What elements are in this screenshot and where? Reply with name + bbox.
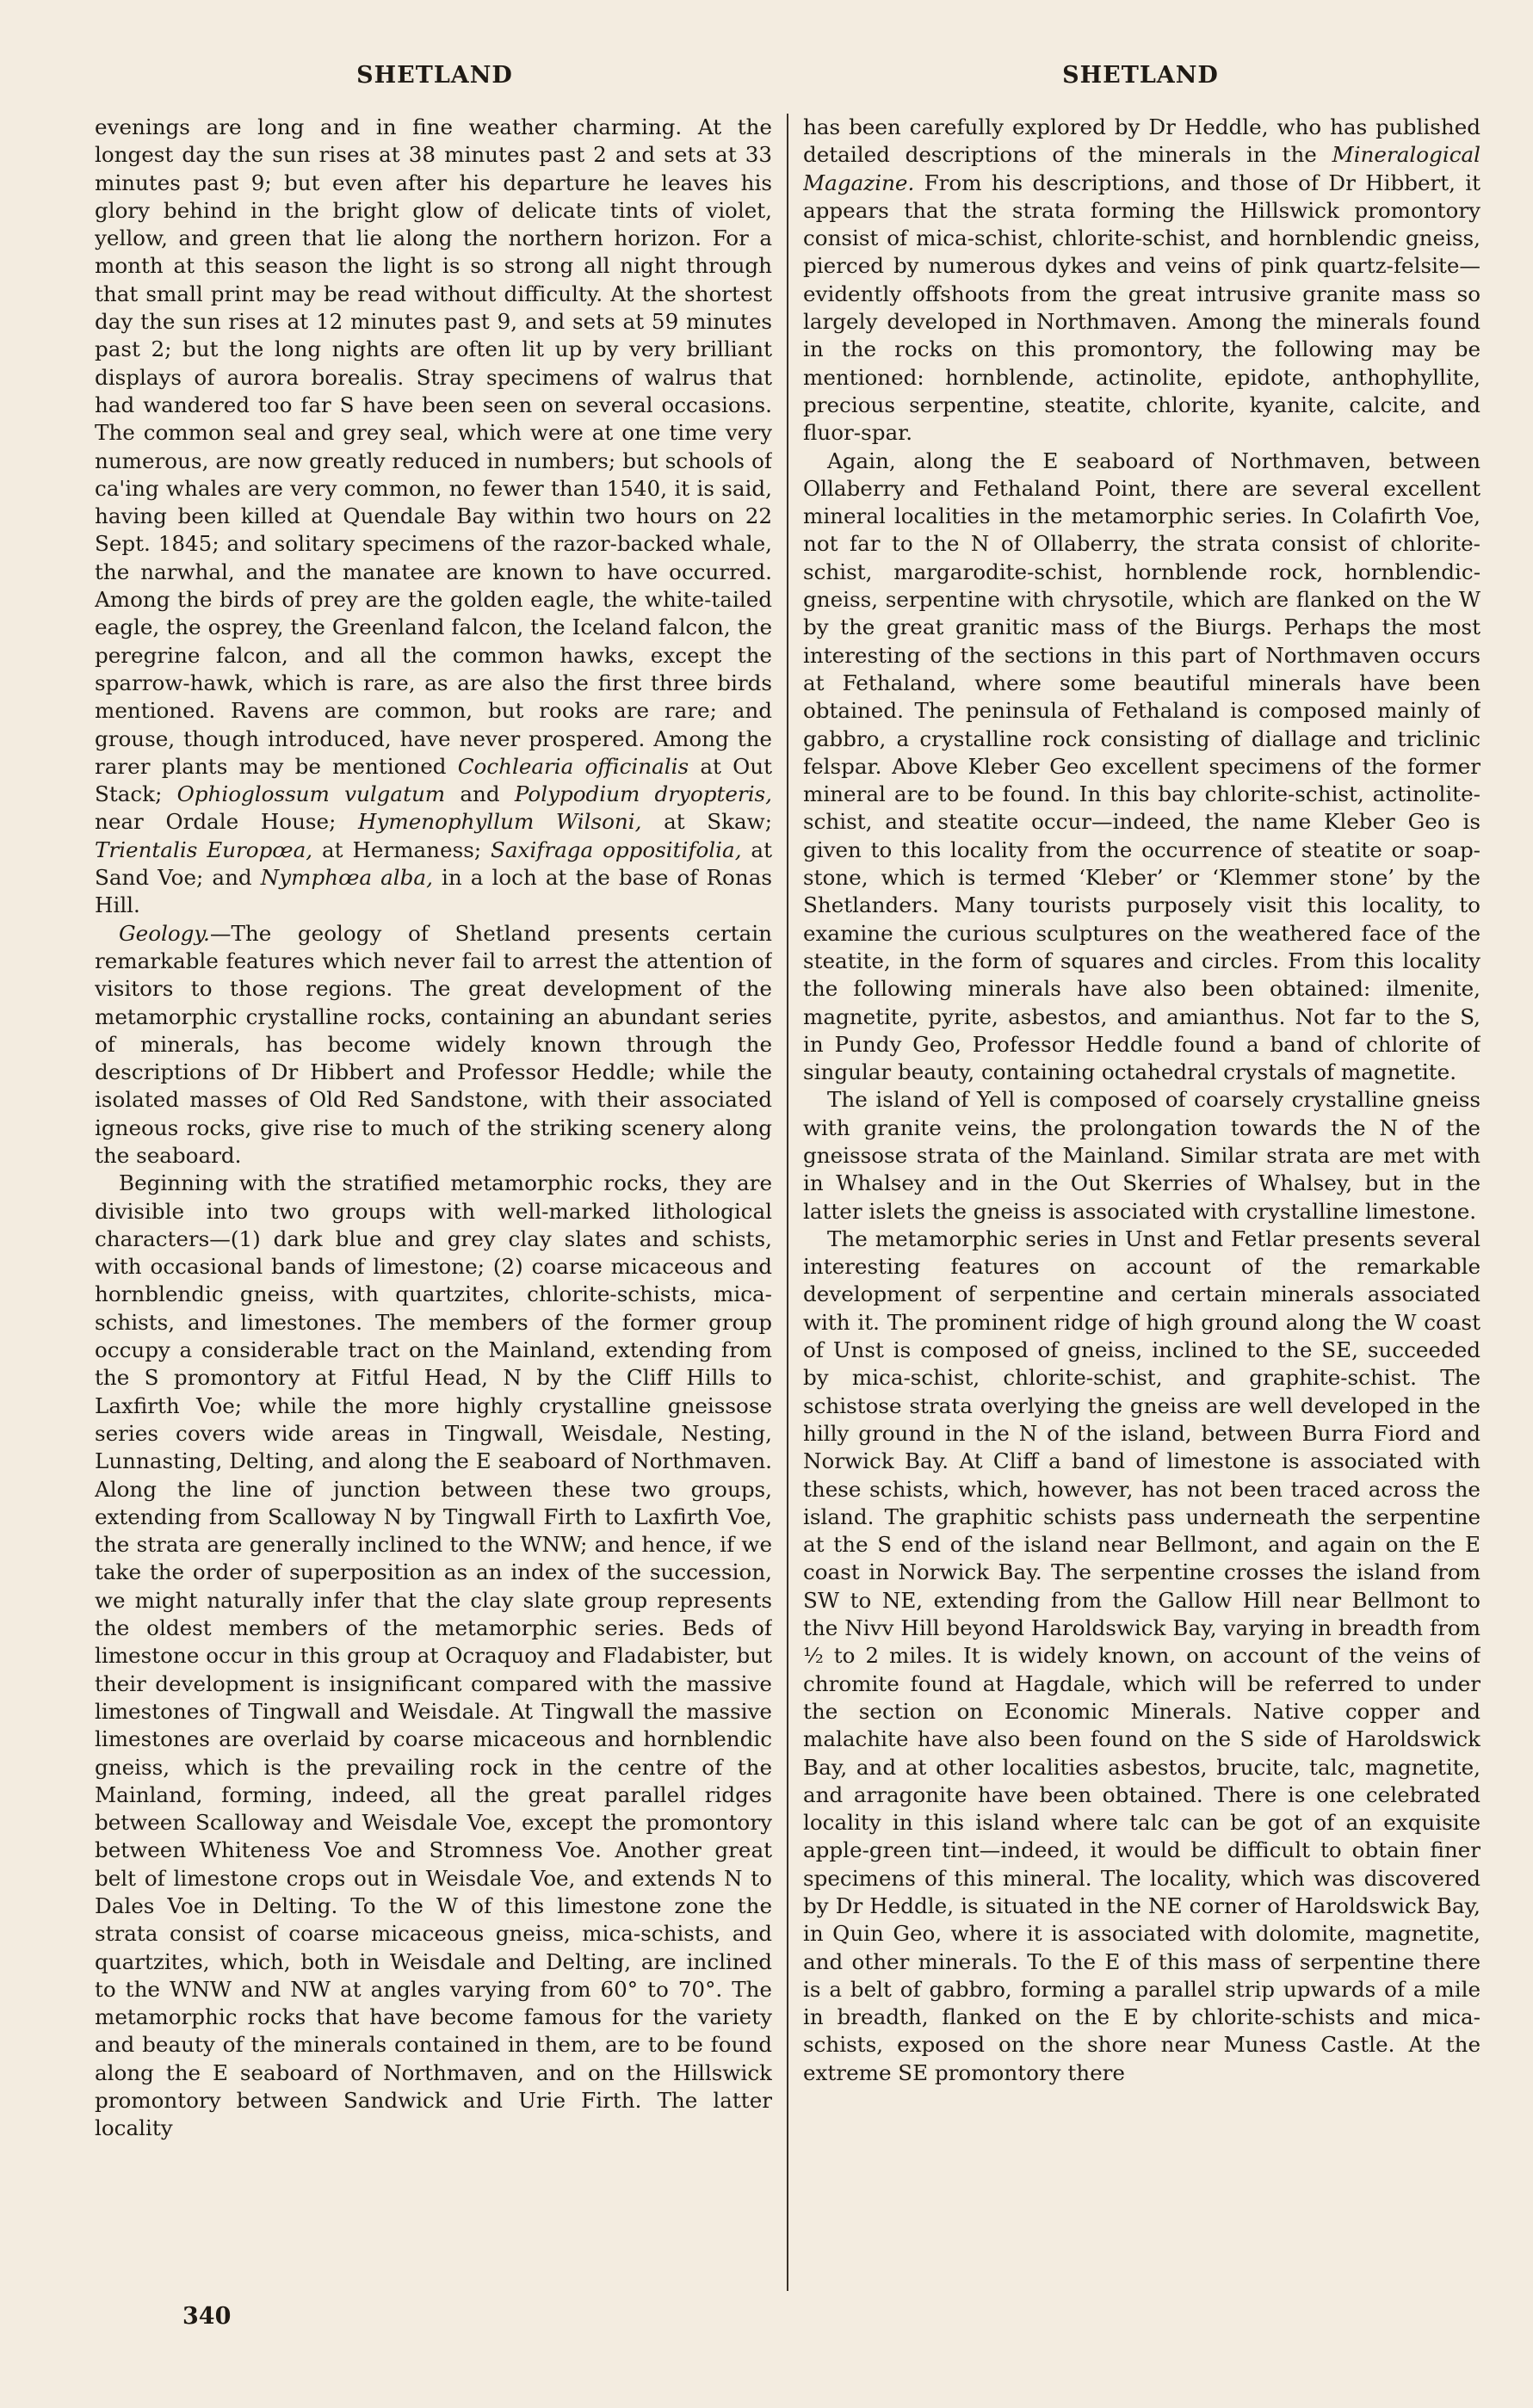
paragraph: Beginning with the stratified metamorphic rocks, they are divisible into two groups with well-marked lithological characters—(1) dark blue and grey clay slates and schists, with occasional bands of limestone; (2) coarse micaceous and hornblendic gneiss, with quartzites, chlorite-schists, mica-schists, and limestones. The members of the former group occupy a considerable tract on the Mainland, extending from the S promontory at Fitful Head, N by the Cliff Hills to Laxfirth Voe; while the more highly crystalline gneissose series covers wide areas in Tingwall, Weisdale, Nesting, Lunnasting, Delting, and along the E seaboard of Northmaven. Along the line of junction between these two groups, extending from Scalloway N by Tingwall Firth to Laxfirth Voe, the strata are generally inclined to the WNW; and hence, if we take the order of superposition as an index of the succession, we might naturally infer that the clay slate group represents the oldest members of the metamorphic series. Beds of limestone occur in this group at Ocraquoy and Fladabister, but their development is insignificant compared with the massive limestones of Tingwall and Weisdale. At Tingwall the massive limestones are overlaid by coarse micaceous and hornblendic gneiss, which is the prevailing rock in the centre of the Mainland, forming, indeed, all the great parallel ridges between Scalloway and Weisdale Voe, except the promontory between Whiteness Voe and Stromness Voe. Another great belt of limestone crops out in Weisdale Voe, and extends N to Dales Voe in Delting. To the W of this limestone zone the strata consist of coarse micaceous gneiss, mica-schists, and quartzites, which, both in Weisdale and Delting, are inclined to the WNW and NW at angles varying from 60° to 70°. The metamorphic rocks that have become famous for the variety and beauty of the minerals contained in them, are to be found along the E seaboard of Northmaven, and on the Hillswick promontory between Sandwick and Urie Firth. The latter locality [95,1170,772,2141]
text-run: From his descriptions, and those of Dr Hibbert, it appears that the strata forming the Hillswick promontory consist of mica-schist, chlorite-schist, and hornblendic gneiss, pierced by numerous dykes and veins of pink quartz-felsite—evidently offshoots from the great intrusive granite mass so largely developed in Northmaven. Among the minerals found in the rocks on this promontory, the following may be mentioned: hornblende, actinolite, epidote, anthophyllite, precious serpentine, steatite, chlorite, kyanite, calcite, and fluor-spar. [803,170,1480,446]
paragraph [95,114,772,920]
species-name: Polypodium dryopteris, [514,781,772,807]
text-run: near Ordale House; [95,809,359,835]
paragraph: Again, along the E seaboard of Northmaven, between Ollaberry and Fethaland Point, there are several excellent mineral localities in the metamorphic series. In Colafirth Voe, not far to the N of Ollaberry, the strata consist of chlorite-schist, margarodite-schist, hornblende rock, hornblendic-gneiss, serpentine with chrysotile, which are flanked on the W by the great granitic mass of the Biurgs. Perhaps the most interesting of the sections in this part of Northmaven occurs at Fethaland, where some beautiful minerals have been obtained. The peninsula of Fethaland is composed mainly of gabbro, a crystalline rock consisting of diallage and triclinic felspar. Above Kleber Geo excellent specimens of the former mineral are to be found. In this bay chlorite-schist, actinolite-schist, and steatite occur—indeed, the name Kleber Geo is given to this locality from the occurrence of steatite or soap-stone, which is termed ‘Kleber’ or ‘Klemmer stone’ by the Shetlanders. Many tourists purposely visit this locality, to examine the curious sculptures on the weathered face of the steatite, in the form of squares and circles. From this locality the following minerals have also been obtained: ilmenite, magnetite, pyrite, asbestos, and amianthus. Not far to the S, in Pundy Geo, Professor Heddle found a band of chlorite of singular beauty, containing octahedral crystals of magnetite. [803,448,1480,1085]
column-divider [787,114,788,2291]
species-name: Trientalis Europœa, [95,837,313,862]
text-run: has been carefully explored by Dr Heddle, who has published detailed descriptions of the minerals in the [803,114,1480,168]
paragraph [95,920,772,1170]
paragraph [803,114,1480,448]
text-run: —The geology of Shetland presents certain remarkable features which never fail to arrest the attention of visitors to those regions. The great development of the metamorphic crystalline rocks, containing an abundant series of minerals, has become widely known through the descriptions of Dr Hibbert and Professor Heddle; while the isolated masses of Old Red Sandstone, with their associated igneous rocks, give rise to much of the striking scenery along the seaboard. [95,920,772,1168]
journal-title: Mineralogical Magazine. [803,142,1480,195]
paragraph: The island of Yell is composed of coarsely crystalline gneiss with granite veins, the prolongation towards the N of the gneissose strata of the Mainland. Similar strata are met with in Whalsey and in the Out Skerries of Whalsey, but in the latter islets the gneiss is associated with crystalline limestone. [803,1087,1480,1224]
text-run: at Sand Voe; and [95,837,772,891]
section-heading: Geology. [119,920,210,946]
species-name: Saxifraga oppositifolia, [491,837,742,862]
text-run: at Skaw; [641,809,772,835]
text-run: and [445,781,515,807]
text-run: evenings are long and in fine weather charming. At the longest day the sun rises at 38 minutes past 2 and sets at 33 minutes past 9; but even after his departure he leaves his glory behind in the bright glow of delicate tints of violet, yellow, and green that lie along the northern horizon. For a month at this season the light is so strong all night through that small print may be read without difficulty. At the shortest day the sun rises at 12 minutes past 9, and sets at 59 minutes past 2; but the long nights are often lit up by very brilliant displays of aurora borealis. Stray specimens of walrus that had wandered too far S have been seen on several occasions. The common seal and grey seal, which were at one time very numerous, are now greatly reduced in numbers; but schools of ca'ing whales are very common, no fewer than 1540, it is said, having been killed at Quendale Bay within two hours on 22 Sept. 1845; and solitary specimens of the razor-backed whale, the narwhal, and the manatee are known to have occurred. Among the birds of prey are the golden eagle, the white-tailed eagle, the osprey, the Greenland falcon, the Iceland falcon, the peregrine falcon, and all the common hawks, except the sparrow-hawk, which is rare, as are also the first three birds mentioned. Ravens are common, but rooks are rare; and grouse, though introduced, have never prospered. Among the rarer plants may be mentioned [95,114,772,779]
paragraph: The metamorphic series in Unst and Fetlar presents several interesting features on account of the remarkable development of serpentine and certain minerals associated with it. The prominent ridge of high ground along the W coast of Unst is composed of gneiss, inclined to the SE, succeeded by mica-schist, chlorite-schist, and graphite-schist. The schistose strata overlying the gneiss are well developed in the hilly ground in the N of the island, between Burra Fiord and Norwick Bay. At Cliff a band of limestone is associated with these schists, which, however, has not been traced across the island. The graphitic schists pass underneath the serpentine at the S end of the island near Bellmont, and again on the E coast in Norwick Bay. The serpentine crosses the island from SW to NE, extending from the Gallow Hill near Bellmont to the Nivv Hill beyond Haroldswick Bay, varying in breadth from ½ to 2 miles. It is widely known, on account of the veins of chromite found at Hagdale, which will be referred to under the section on Economic Minerals. Native copper and malachite have also been found on the S side of Haroldswick Bay, and at other localities asbestos, brucite, talc, magnetite, and arragonite have been obtained. There is one celebrated locality in this island where talc can be got of an exquisite apple-green tint—indeed, it would be difficult to obtain finer specimens of this mineral. The locality, which was discovered by Dr Heddle, is situated in the NE corner of Haroldswick Bay, in Quin Geo, where it is associated with dolomite, magnetite, and other minerals. To the E of this mass of serpentine there is a belt of gabbro, forming a parallel strip upwards of a mile in breadth, flanked on the E by chlorite-schists and mica-schists, exposed on the shore near Muness Castle. At the extreme SE promontory there [803,1226,1480,2085]
running-header-left: SHETLAND [356,62,513,89]
text-run: in a loch at the base of Ronas Hill. [95,865,772,918]
species-name: Ophioglossum vulgatum [176,781,446,807]
left-column [95,114,772,2291]
species-name: Nymphœa alba, [260,865,433,891]
text-run: at Hermaness; [312,837,491,862]
species-name: Cochlearia officinalis [457,753,689,779]
running-header-right: SHETLAND [1062,62,1219,89]
right-column [803,114,1480,2291]
species-name: Hymenophyllum Wilsoni, [358,809,642,835]
page-number: 340 [182,2303,232,2330]
text-run: at Out Stack; [95,753,772,807]
